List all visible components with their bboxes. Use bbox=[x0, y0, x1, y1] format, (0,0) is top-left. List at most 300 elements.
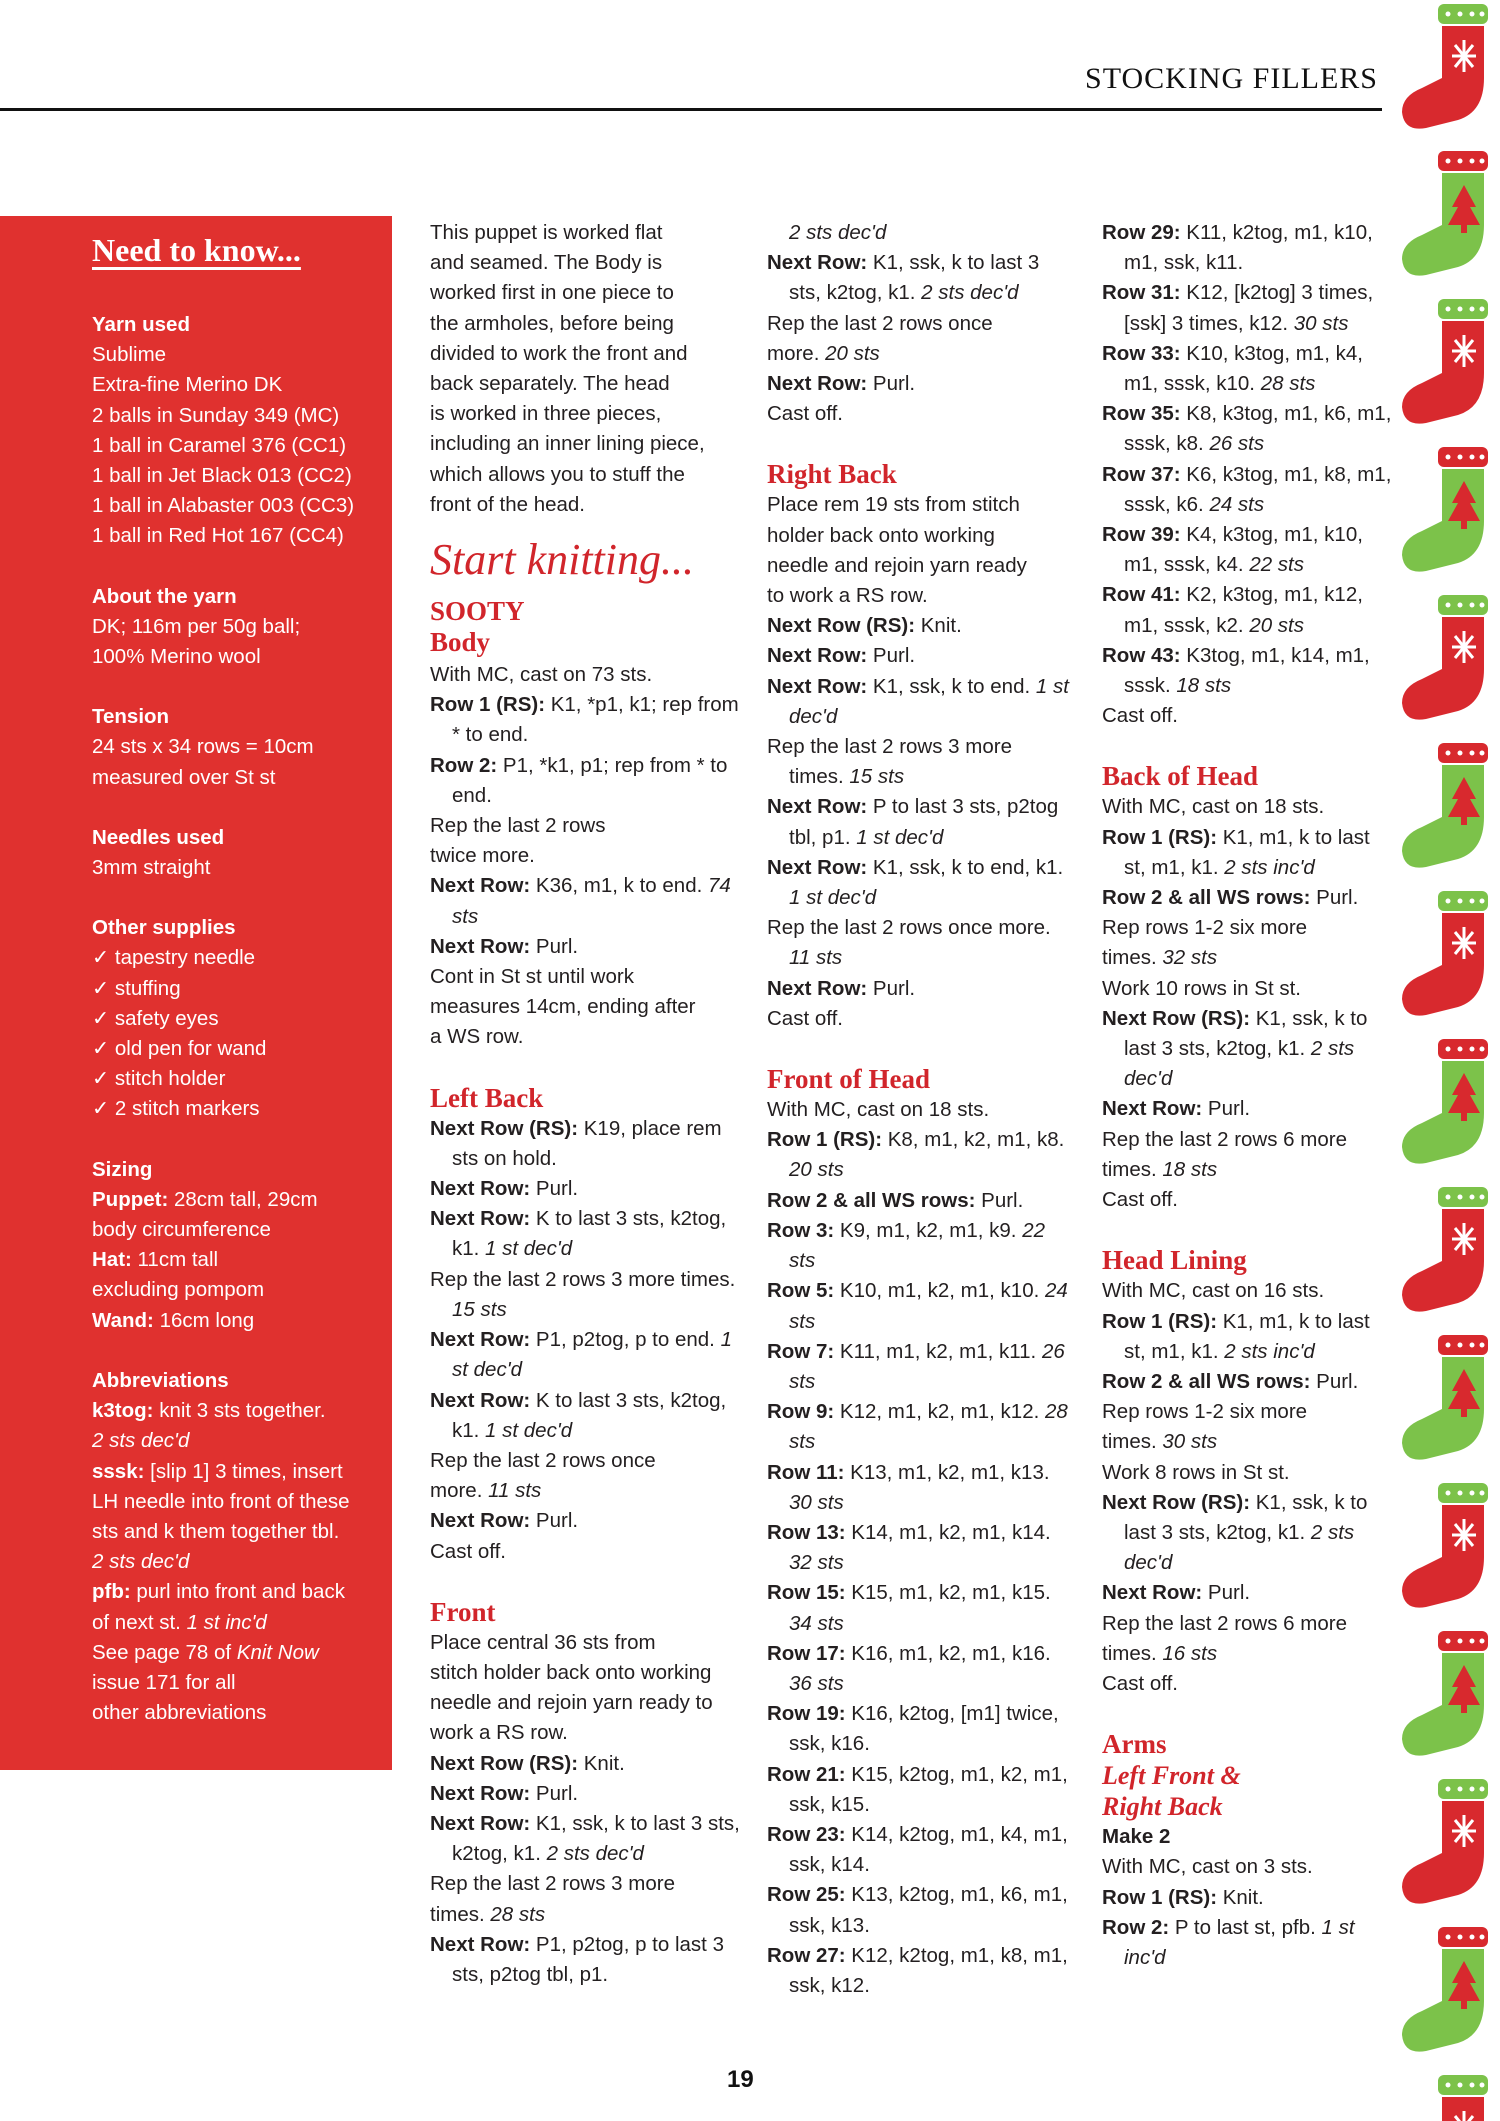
row-text: K1, ssk, k to last 3 sts, k2tog, k1. bbox=[1124, 1006, 1368, 1061]
row-label: Row 9: bbox=[767, 1400, 835, 1424]
abbr-note-text: 2 sts dec'd bbox=[92, 1429, 190, 1453]
row-label: Row 43: bbox=[1102, 643, 1181, 667]
instruction bbox=[1102, 1427, 1394, 1457]
instruction-row bbox=[1102, 1883, 1394, 1913]
instruction-row bbox=[767, 1397, 1072, 1457]
stitch-count: 1 st dec'd bbox=[452, 1328, 732, 1382]
instruction-row bbox=[767, 1880, 1072, 1940]
row-label: Row 2: bbox=[1102, 1915, 1170, 1939]
row-text: K14, m1, k2, m1, k14. bbox=[845, 1520, 1051, 1544]
row-text: K1, m1, k to last st, m1, k1. bbox=[1124, 825, 1370, 879]
row-label: Row 2: bbox=[430, 753, 498, 777]
stitch-count: 2 sts dec'd bbox=[546, 1842, 644, 1866]
yarn-line: 1 ball in Red Hot 167 (CC4) bbox=[92, 524, 344, 548]
sizing-line: excluding pompom bbox=[92, 1278, 265, 1302]
stitch-count: 2 sts dec'd bbox=[921, 281, 1019, 305]
row-text: K13, k2tog, m1, k6, m1, ssk, k13. bbox=[789, 1883, 1068, 1937]
row-text: K15, k2tog, m1, k2, m1, ssk, k15. bbox=[789, 1762, 1068, 1816]
supply-item: ✓ safety eyes bbox=[92, 1006, 219, 1030]
row-label: Row 1 (RS): bbox=[1102, 1309, 1218, 1333]
row-text: K12, m1, k2, m1, k12. bbox=[834, 1400, 1045, 1424]
row-label: Next Row: bbox=[430, 1811, 531, 1835]
row-label: Next Row: bbox=[430, 1207, 531, 1231]
row-text: Rep the last 2 rows once more. bbox=[767, 916, 1051, 940]
abbr-line bbox=[92, 1608, 392, 1638]
instruction: needle and rejoin yarn ready to bbox=[430, 1691, 713, 1715]
stitch-count: 34 sts bbox=[789, 1611, 844, 1635]
row-label: Row 2 & all WS rows: bbox=[1102, 1369, 1311, 1393]
abbr-note bbox=[92, 1547, 392, 1577]
abbr-note bbox=[92, 1426, 392, 1456]
instruction-row bbox=[767, 672, 1072, 732]
instruction-row bbox=[430, 1809, 740, 1869]
instruction bbox=[1102, 1155, 1394, 1185]
instruction-row bbox=[767, 974, 1072, 1004]
row-text: Purl. bbox=[530, 1177, 579, 1201]
yarn-used-section bbox=[92, 310, 392, 552]
row-text: K19, place rem sts on hold. bbox=[452, 1116, 722, 1170]
stocking-icon bbox=[1402, 1187, 1488, 1312]
tension-section bbox=[92, 702, 392, 793]
row-label: Row 5: bbox=[767, 1279, 835, 1303]
instruction: Rep rows 1-2 six more bbox=[1102, 916, 1308, 940]
instruction-row bbox=[767, 1186, 1072, 1216]
instruction-row bbox=[767, 1578, 1072, 1638]
instruction-row bbox=[1102, 1004, 1394, 1095]
row-text: K1, ssk, k to end, k1. bbox=[867, 855, 1064, 879]
arms-subheading: Left Front & bbox=[1102, 1761, 1241, 1791]
sizing-wand bbox=[92, 1306, 392, 1336]
instruction-row bbox=[430, 1265, 740, 1325]
stitch-count: 26 sts bbox=[789, 1339, 1065, 1393]
instruction: a WS row. bbox=[430, 1025, 524, 1049]
instruction-row bbox=[767, 732, 1072, 792]
row-label: Next Row: bbox=[767, 795, 868, 819]
instruction-row bbox=[1102, 641, 1394, 701]
row-text: times. bbox=[1102, 1157, 1163, 1181]
row-text: P1, p2tog, p to last 3 sts, p2tog tbl, p1. bbox=[452, 1932, 724, 1986]
row-text: Knit. bbox=[578, 1751, 625, 1775]
instruction-row bbox=[767, 641, 1072, 671]
row-label: Row 1 (RS): bbox=[767, 1128, 883, 1152]
stitch-count: 28 sts bbox=[1260, 372, 1316, 396]
row-label: Row 2 & all WS rows: bbox=[1102, 886, 1311, 910]
instruction: Place central 36 sts from bbox=[430, 1630, 656, 1654]
instruction bbox=[1102, 1639, 1394, 1669]
sizing-line: body circumference bbox=[92, 1218, 271, 1242]
instruction-row bbox=[430, 1386, 740, 1446]
about-yarn-line: DK; 116m per 50g ball; bbox=[92, 614, 301, 638]
instruction-row bbox=[767, 1216, 1072, 1276]
row-label: Row 13: bbox=[767, 1520, 846, 1544]
sizing-value: 28cm tall, 29cm bbox=[168, 1187, 318, 1211]
stitch-count: 2 sts dec'd bbox=[789, 221, 887, 244]
instruction: Cast off. bbox=[767, 402, 843, 426]
instruction-row bbox=[430, 1779, 740, 1809]
instruction: Rep the last 2 rows 6 more bbox=[1102, 1127, 1347, 1151]
instruction-row bbox=[1102, 580, 1394, 640]
row-text: K to last 3 sts, k2tog, k1. bbox=[452, 1207, 727, 1261]
row-label: Row 21: bbox=[767, 1762, 846, 1786]
abbr-note-text: 2 sts dec'd bbox=[92, 1550, 190, 1574]
need-to-know-title: Need to know... bbox=[92, 232, 301, 268]
instruction bbox=[430, 1476, 740, 1506]
stitch-count: 22 sts bbox=[789, 1218, 1045, 1273]
instruction-row bbox=[767, 369, 1072, 399]
row-label: Row 1 (RS): bbox=[1102, 1885, 1218, 1909]
instruction: Rep the last 2 rows 3 more bbox=[430, 1872, 675, 1896]
instruction-row bbox=[430, 1204, 740, 1264]
stitch-count: 18 sts bbox=[1176, 674, 1232, 698]
spacer bbox=[767, 429, 1072, 459]
back-of-head-heading: Back of Head bbox=[1102, 761, 1259, 792]
abbr-line: LH needle into front of these bbox=[92, 1489, 350, 1513]
row-text: K1, m1, k to last st, m1, k1. bbox=[1124, 1309, 1370, 1363]
row-label: Row 41: bbox=[1102, 583, 1181, 607]
yarn-line: 1 ball in Alabaster 003 (CC3) bbox=[92, 494, 355, 518]
row-label: Next Row: bbox=[430, 934, 531, 958]
row-text: K11, k2tog, m1, k10, m1, ssk, k11. bbox=[1124, 221, 1373, 275]
row-text: K13, m1, k2, m1, k13. bbox=[844, 1460, 1050, 1484]
stitch-count: 20 sts bbox=[789, 1158, 844, 1182]
row-label: Row 35: bbox=[1102, 402, 1181, 426]
row-label: Next Row: bbox=[767, 644, 868, 668]
row-text: K9, m1, k2, m1, k9. bbox=[834, 1218, 1023, 1242]
instruction-row bbox=[767, 792, 1072, 852]
stocking-icon bbox=[1402, 447, 1488, 572]
yarn-line: 1 ball in Caramel 376 (CC1) bbox=[92, 433, 347, 457]
stitch-count: 2 sts dec'd bbox=[1124, 1520, 1355, 1575]
intro-line: front of the head. bbox=[430, 492, 586, 516]
stitch-count: 22 sts bbox=[1249, 553, 1305, 577]
instruction bbox=[430, 1900, 740, 1930]
stocking-icon bbox=[1402, 151, 1488, 276]
row-label: Row 37: bbox=[1102, 462, 1181, 486]
row-label: Next Row (RS): bbox=[430, 1751, 579, 1775]
row-text: K1, *p1, k1; rep from * to end. bbox=[452, 693, 739, 747]
head-lining-heading: Head Lining bbox=[1102, 1245, 1247, 1276]
row-text: K16, k2tog, [m1] twice, ssk, k16. bbox=[789, 1702, 1059, 1756]
stocking-icon bbox=[1402, 1335, 1488, 1460]
yarn-used-heading: Yarn used bbox=[92, 313, 190, 336]
stitch-count: 24 sts bbox=[1209, 492, 1265, 516]
stitch-count: 24 sts bbox=[789, 1279, 1068, 1333]
abbr-line: issue 171 for all bbox=[92, 1670, 236, 1694]
row-text: P1, p2tog, p to end. bbox=[530, 1328, 721, 1352]
row-label: Next Row (RS): bbox=[430, 1116, 579, 1140]
stitch-count: 32 sts bbox=[789, 1551, 844, 1575]
abbr-label: k3tog: bbox=[92, 1399, 154, 1423]
stocking-icon bbox=[1402, 891, 1488, 1016]
abbr-text: purl into front and back bbox=[130, 1580, 345, 1604]
row-text: Purl. bbox=[530, 1509, 579, 1533]
sizing-puppet bbox=[92, 1185, 392, 1215]
row-text: Purl. bbox=[867, 644, 916, 668]
instruction: Cont in St st until work bbox=[430, 965, 634, 989]
instruction-row bbox=[767, 1941, 1072, 2001]
about-yarn-heading: About the yarn bbox=[92, 584, 237, 608]
row-text: P1, *k1, p1; rep from * to end. bbox=[452, 753, 728, 807]
instruction-row bbox=[430, 1930, 740, 1990]
row-label: Next Row: bbox=[767, 251, 868, 275]
instruction-row bbox=[767, 1458, 1072, 1518]
stitch-count: 36 sts bbox=[789, 1671, 844, 1695]
row-label: Row 27: bbox=[767, 1943, 846, 1967]
row-text: K10, k3tog, m1, k4, m1, sssk, k10. bbox=[1124, 341, 1363, 396]
stitch-count: 1 st dec'd bbox=[485, 1418, 573, 1442]
stitch-count: 26 sts bbox=[1209, 432, 1265, 456]
row-text: times. bbox=[1102, 1430, 1163, 1454]
supply-item: ✓ stitch holder bbox=[92, 1067, 226, 1091]
instruction-row bbox=[1102, 1307, 1394, 1367]
row-label: Row 15: bbox=[767, 1581, 846, 1605]
row-text: K8, k3tog, m1, k6, m1, sssk, k8. bbox=[1124, 402, 1392, 456]
stitch-count: 16 sts bbox=[1162, 1641, 1218, 1665]
instruction: Cast off. bbox=[430, 1539, 506, 1563]
stitch-count: 30 sts bbox=[1162, 1430, 1218, 1454]
instruction: Cast off. bbox=[1102, 1671, 1178, 1695]
intro-line: and seamed. The Body is bbox=[430, 251, 663, 275]
instruction: Place rem 19 sts from stitch bbox=[767, 493, 1020, 517]
instruction-row bbox=[767, 913, 1072, 973]
row-label: Next Row: bbox=[430, 1781, 531, 1805]
instruction bbox=[1102, 943, 1394, 973]
magazine-name: Knit Now bbox=[236, 1640, 319, 1664]
row-label: Row 11: bbox=[767, 1460, 845, 1484]
row-text: Purl. bbox=[530, 1781, 579, 1805]
row-text: K1, ssk, k to last 3 sts, k2tog, k1. bbox=[789, 251, 1040, 305]
stitch-count: 2 sts inc'd bbox=[1224, 855, 1315, 879]
stitch-count: 1 st dec'd bbox=[789, 886, 877, 910]
needles-section bbox=[92, 823, 392, 883]
row-label: Next Row: bbox=[1102, 1097, 1203, 1121]
intro-line: divided to work the front and bbox=[430, 341, 688, 365]
row-text: K4, k3tog, m1, k10, m1, sssk, k4. bbox=[1124, 523, 1363, 577]
spacer bbox=[1102, 731, 1394, 761]
row-text: K1, ssk, k to end. bbox=[867, 674, 1036, 698]
instruction: Rep the last 2 rows once bbox=[767, 311, 993, 335]
instruction: With MC, cast on 16 sts. bbox=[1102, 1279, 1325, 1303]
row-label: Next Row: bbox=[430, 1388, 531, 1412]
spacer bbox=[430, 1053, 740, 1083]
row-text: times. bbox=[1102, 1641, 1163, 1665]
other-supplies-heading: Other supplies bbox=[92, 916, 236, 940]
instruction: holder back onto working bbox=[767, 523, 995, 547]
row-label: Next Row: bbox=[1102, 1581, 1203, 1605]
sizing-label: Wand: bbox=[92, 1308, 154, 1332]
abbr-line: other abbreviations bbox=[92, 1701, 267, 1725]
row-label: Next Row: bbox=[767, 976, 868, 1000]
abbr-text: of next st. bbox=[92, 1610, 187, 1634]
instruction-row bbox=[1102, 278, 1394, 338]
stocking-icon bbox=[1402, 299, 1488, 424]
stitch-count: 20 sts bbox=[825, 341, 880, 365]
page-number: 19 bbox=[727, 2066, 754, 2093]
instruction-row bbox=[767, 1639, 1072, 1699]
instruction: Rep the last 2 rows bbox=[430, 814, 606, 838]
yarn-line: Extra-fine Merino DK bbox=[92, 373, 283, 397]
pattern-column-1 bbox=[430, 218, 740, 1990]
instruction-row bbox=[1102, 520, 1394, 580]
row-text: K10, m1, k2, m1, k10. bbox=[834, 1279, 1045, 1303]
header-rule bbox=[0, 108, 1382, 111]
abbr-text: [slip 1] 3 times, insert bbox=[144, 1459, 343, 1483]
instruction: With MC, cast on 3 sts. bbox=[1102, 1855, 1313, 1879]
instruction: stitch holder back onto working bbox=[430, 1660, 712, 1684]
abbr-text: knit 3 sts together. bbox=[153, 1399, 326, 1423]
instruction-row bbox=[1102, 883, 1394, 913]
instruction-row bbox=[767, 1276, 1072, 1336]
row-label: Row 25: bbox=[767, 1883, 846, 1907]
instruction-row bbox=[1102, 460, 1394, 520]
supply-item: ✓ old pen for wand bbox=[92, 1037, 267, 1061]
row-text: K36, m1, k to end. bbox=[530, 874, 708, 898]
stocking-icon bbox=[1402, 1927, 1488, 2052]
make-count-text: Make 2 bbox=[1102, 1825, 1171, 1849]
row-text: more. bbox=[767, 341, 826, 365]
instruction-row bbox=[767, 853, 1072, 913]
row-text: Purl. bbox=[1202, 1097, 1251, 1121]
row-label: Row 33: bbox=[1102, 341, 1181, 365]
row-text: K11, m1, k2, m1, k11. bbox=[834, 1339, 1042, 1363]
instruction-row bbox=[430, 1174, 740, 1204]
instruction-row bbox=[1102, 823, 1394, 883]
stitch-count: 1 st dec'd bbox=[856, 825, 944, 849]
front-of-head-heading: Front of Head bbox=[767, 1064, 930, 1095]
supply-item: ✓ stuffing bbox=[92, 976, 181, 1000]
instruction: twice more. bbox=[430, 844, 535, 868]
row-text: K12, k2tog, m1, k8, m1, ssk, k12. bbox=[789, 1943, 1068, 1997]
stocking-icon bbox=[1402, 743, 1488, 868]
abbreviations-heading: Abbreviations bbox=[92, 1368, 229, 1392]
supply-item: ✓ tapestry needle bbox=[92, 946, 256, 970]
about-yarn-line: 100% Merino wool bbox=[92, 645, 261, 669]
stitch-count: 74 sts bbox=[452, 874, 731, 928]
stocking-icon bbox=[1402, 1631, 1488, 1756]
row-label: Next Row: bbox=[767, 855, 868, 879]
abbr-see bbox=[92, 1638, 392, 1668]
intro-line: This puppet is worked flat bbox=[430, 221, 663, 244]
row-text: Rep the last 2 rows 3 more times. bbox=[430, 1267, 736, 1291]
abbr-sssk bbox=[92, 1457, 392, 1487]
abbr-k3tog bbox=[92, 1396, 392, 1426]
instruction: to work a RS row. bbox=[767, 584, 928, 608]
instruction-row bbox=[1102, 339, 1394, 399]
row-label: Row 17: bbox=[767, 1641, 846, 1665]
row-text: K16, m1, k2, m1, k16. bbox=[845, 1641, 1051, 1665]
instruction-row bbox=[767, 1518, 1072, 1578]
row-text: Rep the last 2 rows 3 more times. bbox=[767, 735, 1012, 789]
row-text: P to last 3 sts, p2tog tbl, p1. bbox=[789, 795, 1059, 849]
row-label: Next Row: bbox=[430, 874, 531, 898]
row-text: Knit. bbox=[1217, 1885, 1264, 1909]
body-heading: Body bbox=[430, 627, 491, 658]
stitch-count: 15 sts bbox=[452, 1297, 507, 1321]
instruction-row bbox=[430, 1114, 740, 1174]
instruction-row bbox=[1102, 1488, 1394, 1579]
instruction-row bbox=[1102, 1094, 1394, 1124]
instruction-row bbox=[430, 1325, 740, 1385]
instruction-row bbox=[430, 751, 740, 811]
sizing-label: Hat: bbox=[92, 1248, 132, 1272]
sizing-heading: Sizing bbox=[92, 1157, 153, 1181]
row-text: P to last st, pfb. bbox=[1169, 1915, 1322, 1939]
stitch-count: 28 sts bbox=[490, 1902, 546, 1926]
instruction: Cast off. bbox=[1102, 704, 1178, 728]
yarn-line: 1 ball in Jet Black 013 (CC2) bbox=[92, 464, 352, 488]
start-knitting-heading: Start knitting... bbox=[430, 535, 694, 585]
abbr-pfb bbox=[92, 1577, 392, 1607]
arms-heading: Arms bbox=[1102, 1729, 1167, 1760]
stocking-icon bbox=[1402, 2075, 1488, 2121]
yarn-line: Sublime bbox=[92, 343, 167, 367]
instruction-row bbox=[1102, 1913, 1394, 1973]
row-label: Row 39: bbox=[1102, 523, 1181, 547]
instruction-row bbox=[1102, 1367, 1394, 1397]
row-text: Knit. bbox=[915, 614, 962, 638]
row-label: Next Row: bbox=[430, 1509, 531, 1533]
supply-item: ✓ 2 stitch markers bbox=[92, 1097, 260, 1121]
instruction-row bbox=[1102, 399, 1394, 459]
sizing-section bbox=[92, 1155, 392, 1336]
row-text: Purl. bbox=[1310, 1369, 1359, 1393]
sizing-hat bbox=[92, 1245, 392, 1275]
intro-line: is worked in three pieces, bbox=[430, 402, 662, 426]
stitch-count: 1 st dec'd bbox=[789, 674, 1069, 728]
instruction-row bbox=[1102, 1578, 1394, 1608]
sizing-value: 11cm tall bbox=[131, 1248, 219, 1272]
row-label: Next Row: bbox=[430, 1932, 531, 1956]
intro-line: back separately. The head bbox=[430, 372, 670, 396]
instruction-row bbox=[767, 218, 1072, 248]
pattern-name-heading: SOOTY bbox=[430, 596, 525, 627]
instruction-row bbox=[767, 1125, 1072, 1185]
pattern-column-3 bbox=[1102, 218, 1394, 1973]
row-text: Purl. bbox=[867, 976, 916, 1000]
stitch-count: 2 sts inc'd bbox=[1224, 1339, 1315, 1363]
front-heading: Front bbox=[430, 1596, 496, 1627]
row-label: Row 7: bbox=[767, 1339, 835, 1363]
row-label: Next Row: bbox=[430, 1328, 531, 1352]
stocking-icon bbox=[1402, 1039, 1488, 1164]
row-text: K to last 3 sts, k2tog, k1. bbox=[452, 1388, 727, 1442]
row-label: Next Row (RS): bbox=[1102, 1006, 1251, 1030]
row-text: Purl. bbox=[530, 934, 579, 958]
stitch-count: 1 st inc'd bbox=[1124, 1915, 1355, 1969]
spacer bbox=[430, 1567, 740, 1597]
abbr-line: sts and k them together tbl. bbox=[92, 1519, 340, 1543]
right-back-heading: Right Back bbox=[767, 459, 897, 490]
instruction: Work 8 rows in St st. bbox=[1102, 1460, 1290, 1484]
stocking-icon bbox=[1402, 4, 1488, 129]
instruction: work a RS row. bbox=[430, 1721, 568, 1745]
stitch-count: 28 sts bbox=[789, 1400, 1068, 1454]
row-label: Row 29: bbox=[1102, 221, 1181, 244]
need-to-know-body bbox=[92, 310, 392, 1728]
row-text: K8, m1, k2, m1, k8. bbox=[882, 1128, 1065, 1152]
row-label: Row 31: bbox=[1102, 281, 1181, 305]
instruction: Work 10 rows in St st. bbox=[1102, 976, 1301, 1000]
row-label: Row 2 & all WS rows: bbox=[767, 1188, 976, 1212]
instruction-row bbox=[430, 1749, 740, 1779]
row-text: more. bbox=[430, 1479, 489, 1503]
row-text: Purl. bbox=[1310, 886, 1359, 910]
abbr-text: See page 78 of bbox=[92, 1640, 237, 1664]
intro-line: which allows you to stuff the bbox=[430, 462, 685, 486]
instruction: Rep the last 2 rows 6 more bbox=[1102, 1611, 1347, 1635]
stocking-border bbox=[1398, 0, 1500, 2121]
stitch-count: 1 st dec'd bbox=[485, 1237, 573, 1261]
